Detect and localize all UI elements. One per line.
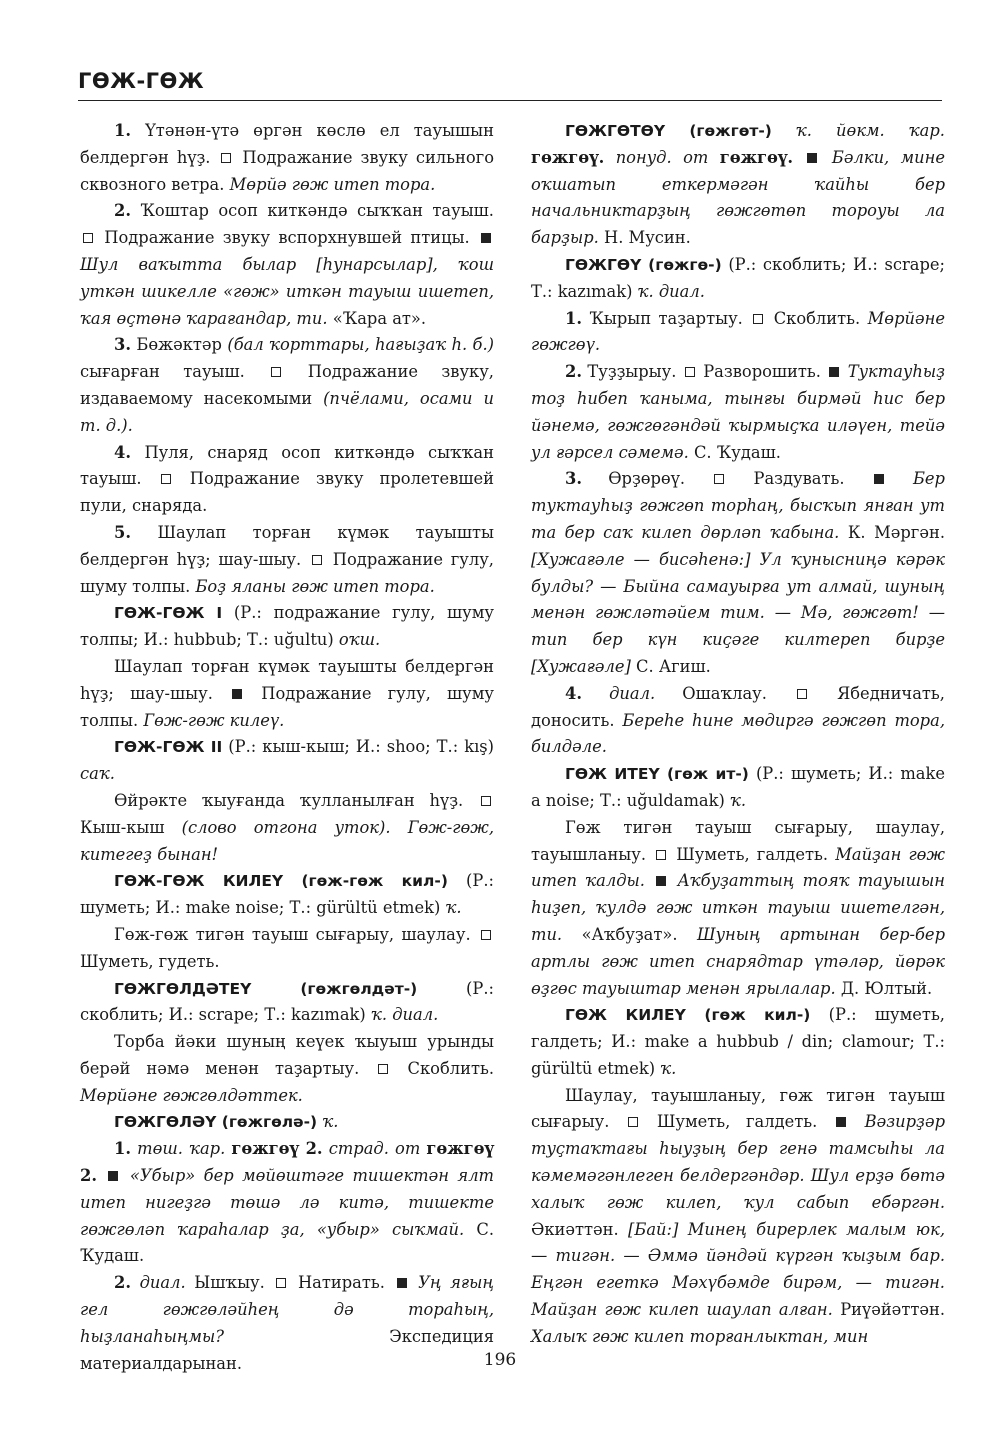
hollow-square-icon xyxy=(378,1064,388,1074)
entry-gozh-kileu-def: Шаулау, тауышланыу, гөж тигән тауыш сығарыу. Шуметь, галдеть. Вәзирҙәр туҫтаҡтағы һыуҙың бер генә тамсыһы ла кәмемәгәнлеген белдергәндәр. Шул ерҙә бөтә халыҡ гөж килеп, ҡул сабып ебәргән. Әкиәттән. [Бай:] Минең бирерлек малым юк, — тигән. — Әммә йәндәй күргән ҡыҙым бар. Еңгән егеткә Мәхүбәмде бирәм, — тигән. Майҙан гөж килеп шаулап алған. Риүәйәттән. Халыҡ гөж килеп торғанлыктан, мин xyxy=(531,1085,945,1346)
headword: ГӨЖГӨТӨҮ (гөжгөт-) xyxy=(565,122,772,140)
hollow-square-icon xyxy=(221,153,231,163)
hollow-square-icon xyxy=(628,1117,638,1127)
entry-gozh-gozh-1-def: Шаулап торған күмәк тауышты белдергән һүҙ; шау-шыу. Подражание гулу, шуму толпы. Гөж-гөж килеү. xyxy=(80,656,495,730)
headword: ГӨЖ-ГӨЖ II xyxy=(114,738,223,757)
entry-gozhgou: ГӨЖГӨҮ (гөжгө-) (Р.: скоблить; И.: scrape; Т.: kazımak) ҡ. диал. xyxy=(531,254,945,301)
filled-square-icon xyxy=(656,876,666,886)
entry-gozhgou-sense-3: 3. Өрҙөрөү. Раздувать. Бер туктауһыҙ гөжгөп торһаң, бысҡып янған ут та бер саҡ килеп дөрләп ҡабына. К. Мәргән. [Хужағәле — бисәһенә:] Ул ҡунысниңә кәрәк булды? — Быйна самауырға ут алмай, шуның менән гөжләтәйем тим. — Мә, гөжгөт! — тип бер күн киҫәге килтереп бирҙе [Хужағәле] С. Агиш. xyxy=(531,469,945,676)
filled-square-icon xyxy=(829,367,839,377)
entry-gozh-gozh-kileu: ГӨЖ-ГӨЖ КИЛЕҮ (гөж-гөж кил-) (Р.: шуметь; И.: make noise; Т.: gürültü etmek) ҡ. xyxy=(80,871,494,918)
entry-gozh-gozh-2: ГӨЖ-ГӨЖ II (Р.: кыш-кыш; И.: shoo; Т.: kış) саҡ. xyxy=(80,737,494,784)
headword: ГӨЖ-ГӨЖ I xyxy=(114,604,223,623)
entry-gozh-iteu: ГӨЖ ИТЕҮ (гөж ит-) (Р.: шуметь; И.: make a noise; Т.: uğuldamak) ҡ. xyxy=(531,764,945,810)
filled-square-icon xyxy=(836,1117,846,1127)
headword: ГӨЖ КИЛЕҮ (гөж кил-) xyxy=(565,1006,811,1025)
entry-gozh-kileu: ГӨЖ КИЛЕҮ (гөж кил-) (Р.: шуметь, галдеть; И.: make a hubbub / din; clamour; Т.: gürültü etmek) ҡ. xyxy=(531,1005,945,1078)
filled-square-icon xyxy=(481,233,491,243)
hollow-square-icon xyxy=(481,796,491,806)
sense-3: 3. Бөжәктәр (бал ҡорттары, һағыҙаҡ һ. б.) сығарған тауыш. Подражание звуку, издаваемому насекомыми (пчёлами, осами и т. д.). xyxy=(80,335,494,435)
hollow-square-icon xyxy=(714,474,724,484)
hollow-square-icon xyxy=(271,367,281,377)
entry-gozhgoldateu-def: Торба йәки шуның кеүек ҡыуыш урынды берәй нәмә менән таҙартыу. Скоблить. Мөрйәне гөжгөлдәттек. xyxy=(80,1032,494,1105)
sense-5: 5. Шаулап торған күмәк тауышты белдергән һүҙ; шау-шыу. Подражание гулу, шуму толпы. Боҙ яланы гөж итеп тора. xyxy=(80,522,494,596)
entry-gozhgolau-sense-1: 1. төш. ҡар. гөжгөү 2. страд. от гөжгөү 2. «Убыр» бер мөйөштәге тишектән ялт итеп нигеҙгә төшә лә китә, тишекте гөжгөләп ҡараһалар ҙа, «убыр» сыҡмай. С. Ҡудаш. xyxy=(80,1139,494,1266)
hollow-square-icon xyxy=(753,314,763,324)
hollow-square-icon xyxy=(312,555,322,565)
headword: ГӨЖ-ГӨЖ КИЛЕҮ (гөж-гөж кил-) xyxy=(114,872,448,891)
right-column xyxy=(531,118,945,1351)
headword: ГӨЖГӨҮ (гөжгө-) xyxy=(565,255,722,274)
hollow-square-icon xyxy=(276,1278,286,1288)
running-header-title: ГӨЖ-ГӨЖ xyxy=(78,69,205,93)
hollow-square-icon xyxy=(481,930,491,940)
entry-gozhgolau-sense-2: 2. диал. Ышҡыу. Натирать. Уң яғың гел гөжгөләйһең дә тораһың, һыҙланаһыңмы? Экспедиция материалдарынан. xyxy=(80,1273,494,1373)
filled-square-icon xyxy=(232,689,242,699)
entry-gozhgolau: ГӨЖГӨЛӘҮ (гөжгөлә-) ҡ. xyxy=(114,1112,339,1132)
filled-square-icon xyxy=(807,153,817,163)
headword: ГӨЖГӨЛӘҮ (гөжгөлә-) xyxy=(114,1113,318,1132)
entry-gozhgoldateu: ГӨЖГӨЛДӘТЕҮ (гөжгөлдәт-) (Р.: скоблить; И.: scrape; Т.: kazımak) ҡ. диал. xyxy=(80,978,494,1025)
sense-4: 4. Пуля, снаряд осоп киткәндә сыҡҡан тауыш. Подражание звуку пролетевшей пули, снаряда. xyxy=(80,442,494,516)
hollow-square-icon xyxy=(83,233,93,243)
entry-gozh-iteu-def: Гөж тигән тауыш сығарыу, шаулау, тауышланыу. Шуметь, галдеть. Майҙан гөж итеп ҡалды. Аҡбуҙаттың тояҡ тауышын һиҙеп, ҡулдә гөж иткән тауыш ишетелгән, ти. «Аҡбуҙат». Шуның артынан бер-бер артлы гөж итеп снарядтар үтәләр, йөрәк өҙгөс тауыштар менән ярылалар. Д. Юлтый. xyxy=(531,817,945,998)
entry-gozh-gozh-1: ГӨЖ-ГӨЖ I (Р.: подражание гулу, шуму толпы; И.: hubbub; Т.: uğultu) оҡш. xyxy=(80,603,494,650)
page-number: 196 xyxy=(483,1350,517,1370)
filled-square-icon xyxy=(397,1278,407,1288)
filled-square-icon xyxy=(874,474,884,484)
hollow-square-icon xyxy=(797,689,807,699)
sense-1: 1. Үтәнән-үтә өргән көслө ел тауышын белдергән һүҙ. Подражание звуку сильного сквозного ветра. Мөрйә гөж итеп тора. xyxy=(80,121,495,194)
filled-square-icon xyxy=(108,1171,118,1181)
sense-2: 2. Ҡоштар осоп киткәндә сыҡҡан тауыш. Подражание звуку вспорхнувшей птицы. Шул ваҡытта былар [һунарсылар], ҡош уткән шикелле «гөж» иткән тауыш ишетеп, ҡая өҫтөнә ҡарағандар, ти. «Ҡара ат». xyxy=(80,201,494,328)
entry-gozhgou-sense-1: 1. Ҡырып таҙартыу. Скоблить. Мөрйәне гөжгөү. xyxy=(531,308,945,355)
hollow-square-icon xyxy=(685,367,695,377)
entry-gozhgou-sense-2: 2. Туҙҙырыу. Разворошить. Туктауһыҙ тоҙ һибеп ҡаныма, тынғы бирмәй һис бер йәнемә, гөжгөгәндәй ҡырмыҫҡа иләүен, тейә ул ғәрсел сәмемә. С. Ҡудаш. xyxy=(531,362,945,462)
headword: ГӨЖ ИТЕҮ (гөж ит-) xyxy=(565,765,749,784)
entry-gozhgou-sense-4: 4. диал. Ошаҡлау. Ябедничать, доносить. Береһе һине мөдиргә гөжгөп тора, билдәле. xyxy=(531,683,945,757)
running-header xyxy=(78,66,942,101)
headword: ГӨЖГӨЛДӘТЕҮ (гөжгөлдәт-) xyxy=(114,979,418,998)
entry-gozh-gozh-2-def: Өйрәкте ҡыуғанда ҡулланылған һүҙ. Кыш-кыш (слово отгона уток). Гөж-гөж, китегеҙ бынан! xyxy=(80,790,494,864)
entry-gozh-gozh-kileu-def: Гөж-гөж тигән тауыш сығарыу, шаулау. Шуметь, гудеть. xyxy=(80,922,494,976)
hollow-square-icon xyxy=(161,474,171,484)
left-column xyxy=(80,118,494,1377)
entry-gozhgotou: ГӨЖГӨТӨҮ (гөжгөт-) ҡ. йөкм. ҡар. гөжгөү. понуд. от гөжгөү. Бәлки, мине оҡшатып еткермәгән ҡайһы бер начальниктарҙың гөжгөтөп тороуы ла барҙыр. Н. Мусин. xyxy=(531,121,945,248)
hollow-square-icon xyxy=(656,850,666,860)
